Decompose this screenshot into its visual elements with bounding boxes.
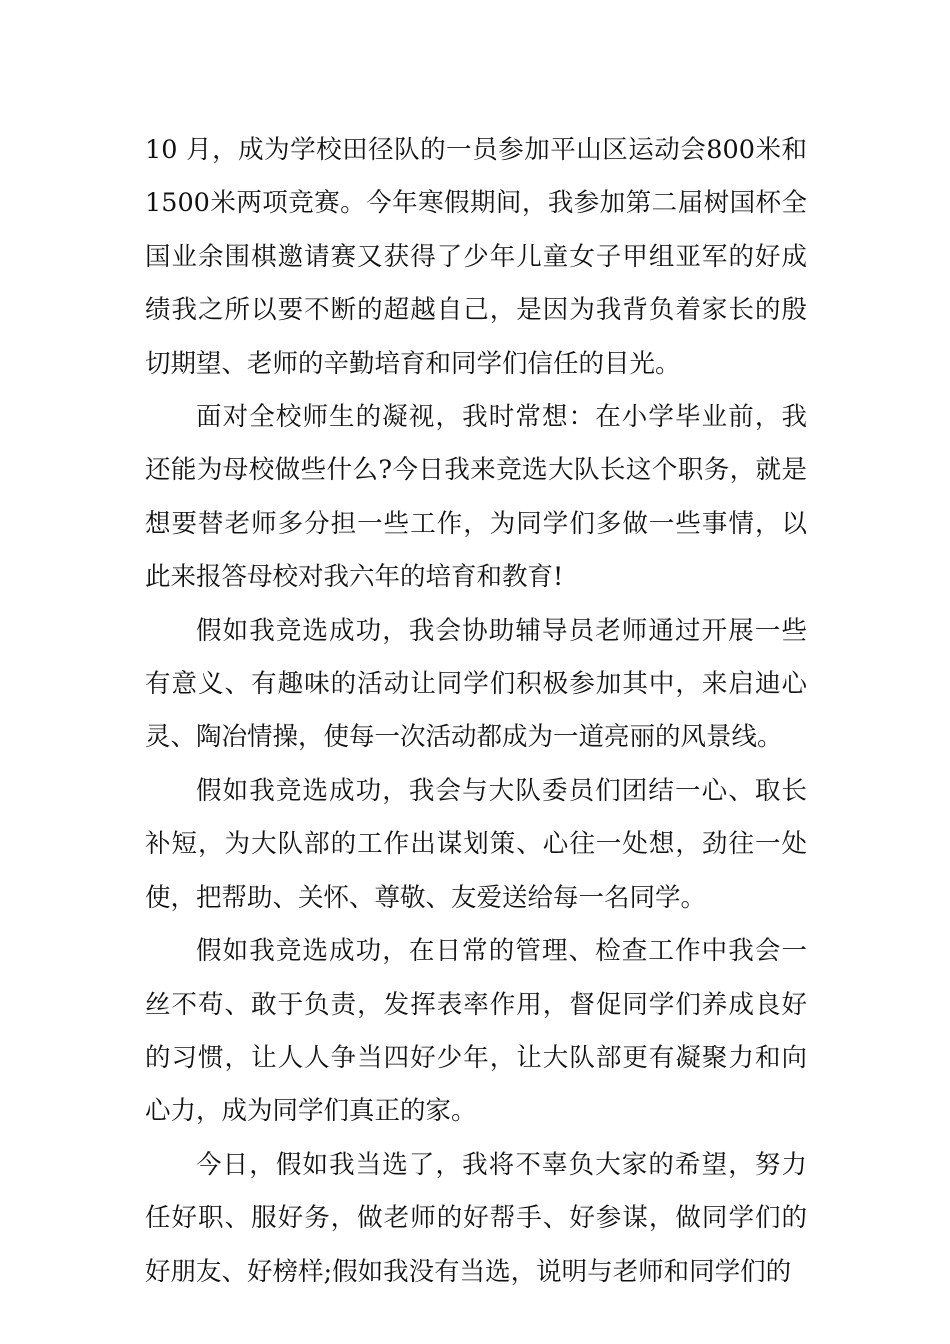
body-text: [145, 124, 807, 1299]
paragraph-5: 假如我竞选成功，在日常的管理、检查工作中我会一丝不苟、敢于负责，发挥表率作用，督促同学们养成良好的习惯，让人人争当四好少年，让大队部更有凝聚力和向心力，成为同学们真正的家。: [145, 936, 807, 1127]
paragraph-1: 10 月，成为学校田径队的一员参加平山区运动会800米和1500米两项竞赛。今年寒假期间，我参加第二届树国杯全国业余围棋邀请赛又获得了少年儿童女子甲组亚军的好成绩我之所以要不断的超越自己，是因为我背负着家长的殷切期望、老师的辛勤培育和同学们信任的目光。: [145, 135, 807, 379]
paragraph-3: 假如我竞选成功，我会协助辅导员老师通过开展一些有意义、有趣味的活动让同学们积极参加其中，来启迪心灵、陶冶情操，使每一次活动都成为一道亮丽的风景线。: [145, 615, 807, 753]
paragraph-6: 今日，假如我当选了，我将不辜负大家的希望，努力任好职、服好务，做老师的好帮手、好参谋，做同学们的好朋友、好榜样;假如我没有当选，说明与老师和同学们的: [145, 1149, 807, 1287]
paragraph-4: 假如我竞选成功，我会与大队委员们团结一心、取长补短，为大队部的工作出谋划策、心往一处想，劲往一处使，把帮助、关怀、尊敬、友爱送给每一名同学。: [145, 775, 807, 913]
paragraph-2: 面对全校师生的凝视，我时常想：在小学毕业前，我还能为母校做些什么?今日我来竞选大队长这个职务，就是想要替老师多分担一些工作，为同学们多做一些事情，以此来报答母校对我六年的培育和教育!: [145, 402, 807, 593]
